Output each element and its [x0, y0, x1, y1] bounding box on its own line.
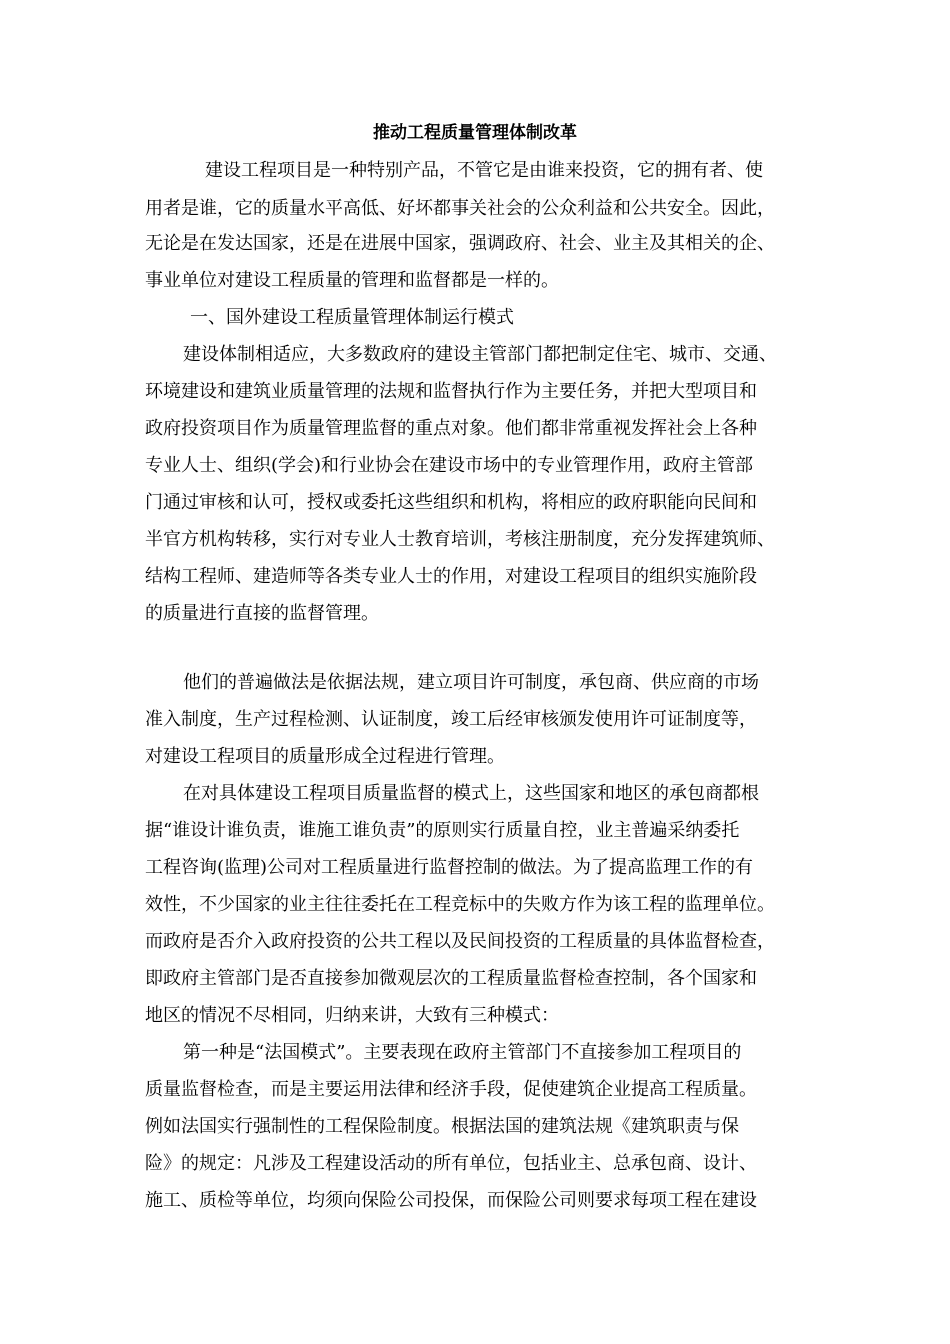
text-line: 用者是谁，它的质量水平高低、好坏都事关社会的公众利益和公共安全。因此，	[145, 198, 775, 219]
text-line: 准入制度，生产过程检测、认证制度，竣工后经审核颁发使用许可证制度等，	[145, 709, 757, 730]
text-line: 事业单位对建设工程质量的管理和监督都是一样的。	[145, 270, 559, 291]
text-line: 环境建设和建筑业质量管理的法规和监督执行作为主要任务，并把大型项目和	[145, 381, 757, 402]
text-line: 门通过审核和认可，授权或委托这些组织和机构，将相应的政府职能向民间和	[145, 492, 757, 513]
text-line: 据“谁设计谁负责，谁施工谁负责”的原则实行质量自控，业主普遍采纳委托	[145, 820, 740, 841]
text-line: 质量监督检查，而是主要运用法律和经济手段，促使建筑企业提高工程质量。	[145, 1079, 757, 1100]
text-line: 无论是在发达国家，还是在进展中国家，强调政府、社会、业主及其相关的企、	[145, 233, 775, 254]
text-line: 他们的普遍做法是依据法规，建立项目许可制度，承包商、供应商的市场	[183, 672, 759, 693]
text-line: 工程咨询(监理)公司对工程质量进行监督控制的做法。为了提高监理工作的有	[145, 857, 754, 878]
text-line: 施工、质检等单位，均须向保险公司投保，而保险公司则要求每项工程在建设	[145, 1190, 757, 1211]
text-line: 地区的情况不尽相同，归纳来讲，大致有三种模式：	[145, 1005, 559, 1026]
document-title: 推动工程质量管理体制改革	[373, 123, 577, 143]
text-line: 在对具体建设工程项目质量监督的模式上，这些国家和地区的承包商都根	[183, 783, 759, 804]
text-line: 政府投资项目作为质量管理监督的重点对象。他们都非常重视发挥社会上各种	[145, 418, 757, 439]
text-line: 即政府主管部门是否直接参加微观层次的工程质量监督检查控制，各个国家和	[145, 968, 757, 989]
text-line: 建设工程项目是一种特别产品，不管它是由谁来投资，它的拥有者、使	[205, 160, 763, 181]
text-line: 结构工程师、建造师等各类专业人士的作用，对建设工程项目的组织实施阶段	[145, 566, 757, 587]
text-line: 建设体制相适应，大多数政府的建设主管部门都把制定住宅、城市、交通、	[183, 344, 777, 365]
text-line: 险》的规定：凡涉及工程建设活动的所有单位，包括业主、总承包商、设计、	[145, 1153, 757, 1174]
text-line: 专业人士、组织(学会)和行业协会在建设市场中的专业管理作用，政府主管部	[145, 455, 754, 476]
text-line: 第一种是“法国模式”。主要表现在政府主管部门不直接参加工程项目的	[183, 1042, 742, 1063]
text-line: 而政府是否介入政府投资的公共工程以及民间投资的工程质量的具体监督检查，	[145, 931, 775, 952]
text-line: 对建设工程项目的质量形成全过程进行管理。	[145, 746, 505, 767]
text-line: 半官方机构转移，实行对专业人士教育培训，考核注册制度，充分发挥建筑师、	[145, 529, 775, 550]
text-line: 的质量进行直接的监督管理。	[145, 603, 379, 624]
section-heading: 一、国外建设工程质量管理体制运行模式	[190, 307, 514, 328]
text-line: 例如法国实行强制性的工程保险制度。根据法国的建筑法规《建筑职责与保	[145, 1116, 739, 1137]
text-line: 效性，不少国家的业主往往委托在工程竞标中的失败方作为该工程的监理单位。	[145, 894, 775, 915]
